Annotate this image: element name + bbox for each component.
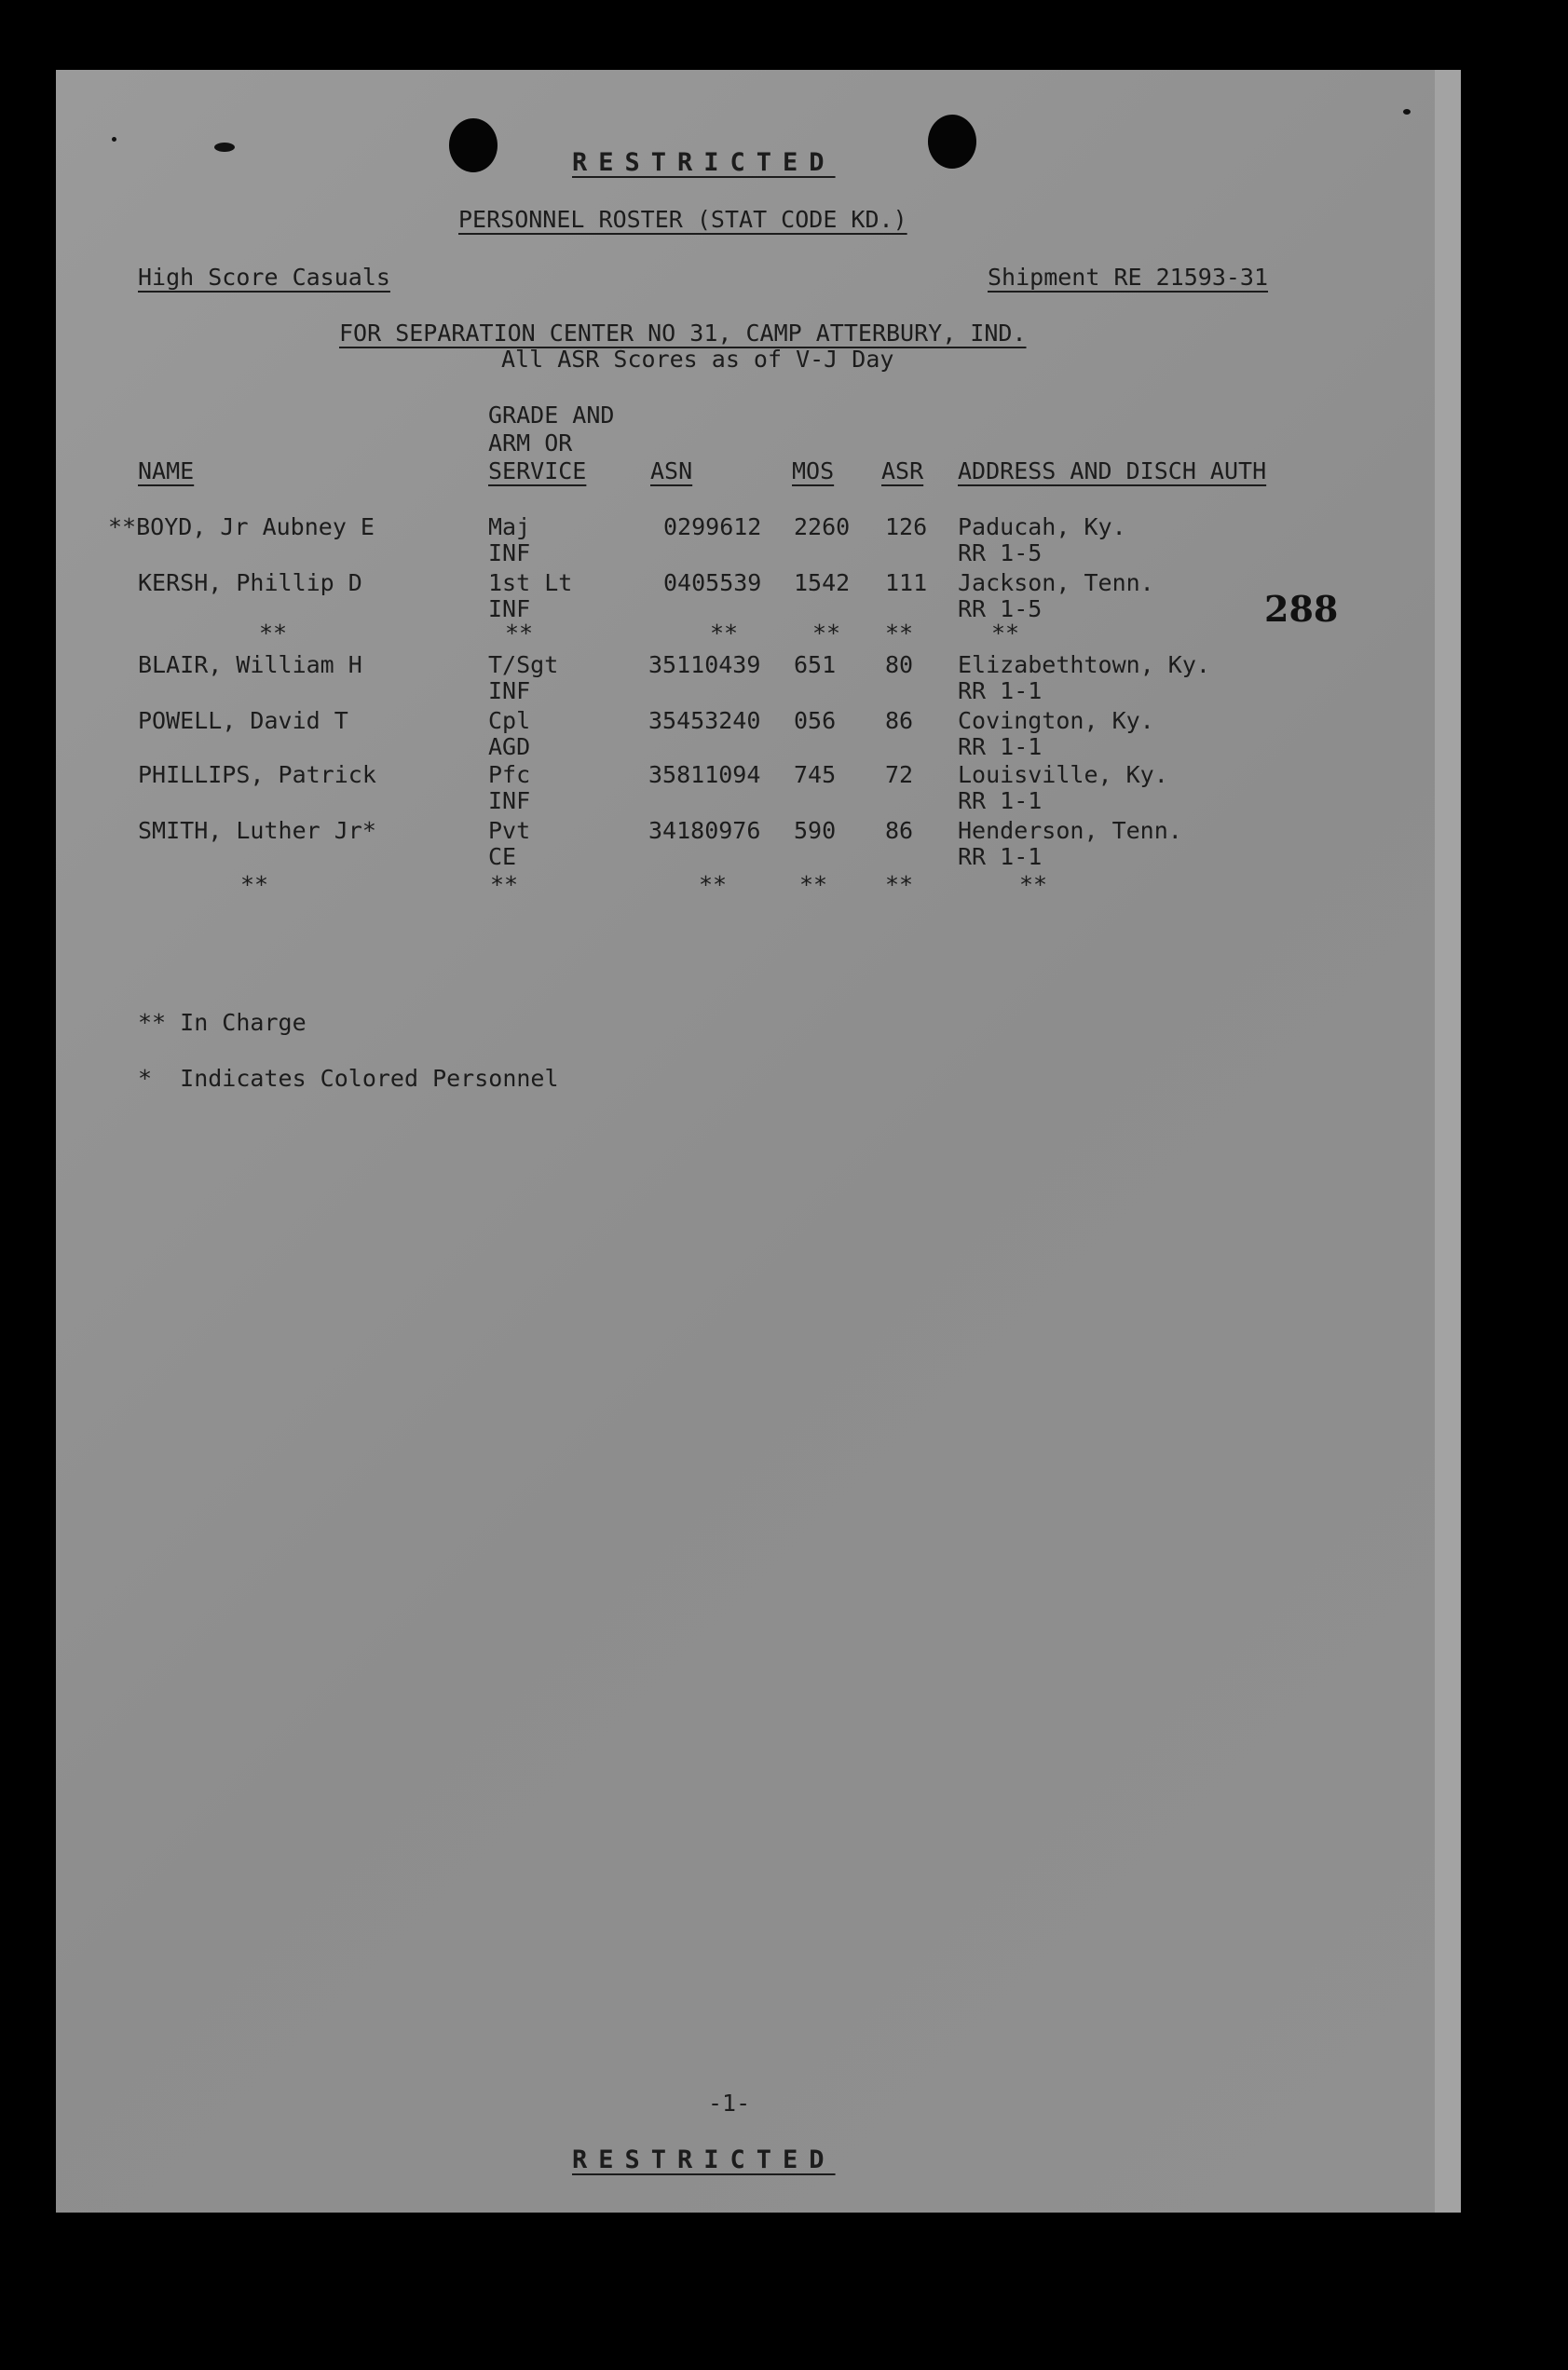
separator-mark: ** bbox=[490, 871, 519, 898]
shipment-number: Shipment RE 21593-31 bbox=[988, 264, 1269, 291]
separator-mark: ** bbox=[812, 620, 841, 647]
page-number: -1- bbox=[708, 2090, 751, 2117]
row-asr: 72 bbox=[885, 761, 914, 788]
row-auth: RR 1-1 bbox=[958, 733, 1043, 760]
row-asn: 0405539 bbox=[663, 569, 762, 596]
row-mos: 056 bbox=[794, 707, 837, 734]
row-name: **BOYD, Jr Aubney E bbox=[108, 513, 375, 540]
row-grade: Pvt bbox=[488, 817, 531, 844]
separator-mark: ** bbox=[1019, 871, 1048, 898]
document-page bbox=[56, 70, 1461, 2213]
row-asn: 35453240 bbox=[648, 707, 761, 734]
row-mos: 1542 bbox=[794, 569, 851, 596]
row-grade: Cpl bbox=[488, 707, 531, 734]
row-mos: 745 bbox=[794, 761, 837, 788]
punch-hole-right bbox=[928, 115, 976, 169]
row-asn: 0299612 bbox=[663, 513, 762, 540]
col-asr: ASR bbox=[881, 457, 924, 484]
row-asr: 111 bbox=[885, 569, 928, 596]
col-grade-line3: SERVICE bbox=[488, 457, 587, 484]
punch-hole-left bbox=[449, 118, 498, 172]
separator-mark: ** bbox=[259, 620, 288, 647]
separator-mark: ** bbox=[240, 871, 269, 898]
row-mos: 651 bbox=[794, 651, 837, 678]
legend-in-charge: ** In Charge bbox=[138, 1009, 307, 1036]
separator-mark: ** bbox=[885, 871, 914, 898]
scores-note: All ASR Scores as of V-J Day bbox=[501, 346, 894, 373]
row-arm: CE bbox=[488, 843, 517, 870]
separator-mark: ** bbox=[885, 620, 914, 647]
left-label: High Score Casuals bbox=[138, 264, 390, 291]
stamp-number: 288 bbox=[1264, 588, 1339, 630]
row-grade: 1st Lt bbox=[488, 569, 573, 596]
col-asn: ASN bbox=[650, 457, 693, 484]
row-auth: RR 1-5 bbox=[958, 539, 1043, 566]
row-address: Jackson, Tenn. bbox=[958, 569, 1154, 596]
row-arm: INF bbox=[488, 595, 531, 622]
destination: FOR SEPARATION CENTER NO 31, CAMP ATTERBURY, IND. bbox=[339, 320, 1027, 347]
row-mos: 590 bbox=[794, 817, 837, 844]
col-grade-line2: ARM OR bbox=[488, 429, 573, 456]
separator-mark: ** bbox=[799, 871, 828, 898]
row-asn: 35110439 bbox=[648, 651, 761, 678]
row-arm: INF bbox=[488, 787, 531, 814]
ink-speck bbox=[214, 143, 235, 152]
row-address: Henderson, Tenn. bbox=[958, 817, 1182, 844]
separator-mark: ** bbox=[991, 620, 1020, 647]
row-address: Elizabethtown, Ky. bbox=[958, 651, 1210, 678]
separator-mark: ** bbox=[505, 620, 534, 647]
row-grade: Maj bbox=[488, 513, 531, 540]
row-asr: 126 bbox=[885, 513, 928, 540]
restricted-bottom: RESTRICTED bbox=[572, 2145, 836, 2174]
row-asr: 86 bbox=[885, 817, 914, 844]
separator-mark: ** bbox=[710, 620, 739, 647]
page-edge bbox=[1435, 70, 1461, 2213]
row-address: Covington, Ky. bbox=[958, 707, 1154, 734]
separator-mark: ** bbox=[699, 871, 728, 898]
row-asn: 35811094 bbox=[648, 761, 761, 788]
row-name: POWELL, David T bbox=[138, 707, 348, 734]
row-arm: INF bbox=[488, 539, 531, 566]
row-arm: INF bbox=[488, 677, 531, 704]
roster-title: PERSONNEL ROSTER (STAT CODE KD.) bbox=[458, 206, 907, 233]
row-asr: 80 bbox=[885, 651, 914, 678]
row-mos: 2260 bbox=[794, 513, 851, 540]
col-name: NAME bbox=[138, 457, 195, 484]
row-asn: 34180976 bbox=[648, 817, 761, 844]
col-address: ADDRESS AND DISCH AUTH bbox=[958, 457, 1267, 484]
legend-colored: * Indicates Colored Personnel bbox=[138, 1065, 559, 1092]
row-name: BLAIR, William H bbox=[138, 651, 362, 678]
col-mos: MOS bbox=[792, 457, 835, 484]
col-grade-line1: GRADE AND bbox=[488, 402, 615, 429]
row-auth: RR 1-1 bbox=[958, 677, 1043, 704]
row-auth: RR 1-5 bbox=[958, 595, 1043, 622]
restricted-top: RESTRICTED bbox=[572, 148, 836, 177]
ink-speck bbox=[112, 137, 116, 142]
row-address: Paducah, Ky. bbox=[958, 513, 1126, 540]
row-grade: T/Sgt bbox=[488, 651, 559, 678]
row-name: SMITH, Luther Jr* bbox=[138, 817, 376, 844]
row-auth: RR 1-1 bbox=[958, 787, 1043, 814]
row-grade: Pfc bbox=[488, 761, 531, 788]
row-asr: 86 bbox=[885, 707, 914, 734]
row-arm: AGD bbox=[488, 733, 531, 760]
row-address: Louisville, Ky. bbox=[958, 761, 1168, 788]
row-name: PHILLIPS, Patrick bbox=[138, 761, 376, 788]
row-auth: RR 1-1 bbox=[958, 843, 1043, 870]
ink-speck bbox=[1403, 109, 1411, 115]
row-name: KERSH, Phillip D bbox=[138, 569, 362, 596]
